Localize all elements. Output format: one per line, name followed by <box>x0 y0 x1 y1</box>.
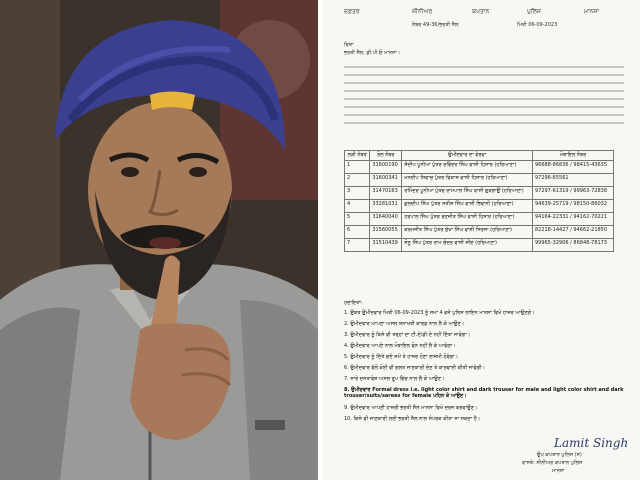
header-left: ਦਫ਼ਤਰ <box>344 8 360 15</box>
table-row <box>345 239 614 252</box>
notes-heading: ਹਦਾਇਤਾਂ: <box>344 300 363 306</box>
cell-mobile: 82218-14427 / 94662-21850 <box>532 226 613 239</box>
note-point: 6. ਉਮੀਦਵਾਰ ਵੱਲੋਂ ਕੋਈ ਵੀ ਗਲਤ ਜਾਣਕਾਰੀ ਦੇਣ ਤੇ ਕਾਰਵਾਈ ਕੀਤੀ ਜਾਵੇਗੀ। <box>344 365 485 371</box>
ref-number: ਨੰਬਰ 49-36/ਭਰਤੀ ਸੈਲ <box>412 22 459 28</box>
cell-sr: 3 <box>345 187 370 200</box>
note-point: 10. ਕਿਸੇ ਵੀ ਜਾਣਕਾਰੀ ਲਈ ਭਰਤੀ ਸੈਲ ਨਾਲ ਸੰਪਰਕ ਕੀਤਾ ਜਾ ਸਕਦਾ ਹੈ। <box>344 416 481 422</box>
politician-photo <box>0 0 318 480</box>
cell-roll: 33281031 <box>370 200 402 213</box>
cell-roll: 31560055 <box>370 226 402 239</box>
cell-name: ਮਨਦੀਪ ਸਿਵਾਚ ਪੁੱਤਰ ਵਿਕਾਸ ਵਾਸੀ ਹਿਸਾਰ (ਹਰਿਆਣਾ) <box>402 174 533 187</box>
cell-name: ਰਮਿੰਦਰ ਪੂਨੀਆ ਪੁੱਤਰ ਰਾਮਪਾਲ ਸਿੰਘ ਵਾਸੀ ਗੁੜਗਾਉਂ (ਹਰਿਆਣਾ) <box>402 187 533 200</box>
cell-mobile: 99965-32906 / 86848-78173 <box>532 239 613 252</box>
signature: Lamit Singh <box>554 436 629 450</box>
cell-sr: 2 <box>345 174 370 187</box>
cell-name: ਕਰਮਜੀਤ ਸਿੰਘ ਪੁੱਤਰ ਸੁੱਖਾ ਸਿੰਘ ਵਾਸੀ ਸਿਰਸਾ (ਹਰਿਆਣਾ) <box>402 226 533 239</box>
note-point: 3. ਉਮੀਦਵਾਰ ਨੂੰ ਕਿਸੇ ਵੀ ਤਰ੍ਹਾਂ ਦਾ ਟੀ.ਏ/ਡੀ.ਏ ਨਹੀਂ ਦਿੱਤਾ ਜਾਵੇਗਾ। <box>344 332 471 338</box>
body-paragraph <box>344 66 624 130</box>
sign-title1: ਉਪ ਕਪਤਾਨ ਪੁਲਿਸ (ਸ) <box>537 452 582 458</box>
cell-sr: 6 <box>345 226 370 239</box>
cell-sr: 1 <box>345 161 370 174</box>
note-point: 5. ਉਮੀਦਵਾਰ ਨੂੰ ਦਿੱਤੇ ਗਏ ਸਮੇਂ ਤੇ ਹਾਜ਼ਰ ਹੋਣਾ ਲਾਜ਼ਮੀ ਹੋਵੇਗਾ। <box>344 354 459 360</box>
cell-mobile: 97296-65561 <box>532 174 613 187</box>
cell-sr: 7 <box>345 239 370 252</box>
cell-name: ਸੰਦੀਪ ਪੂਨੀਆ ਪੁੱਤਰ ਰਵਿੰਦਰ ਸਿੰਘ ਵਾਸੀ ਹਿਸਾਰ (ਹਰਿਆਣਾ) <box>402 161 533 174</box>
note-point: 1. ਉਕਤ ਉਮੀਦਵਾਰ ਮਿਤੀ 06-09-2023 ਨੂੰ ਸਮਾਂ 4 ਵਜੇ ਪੁਲਿਸ ਲਾਇਨ ਮਾਨਸਾ ਵਿਖੇ ਹਾਜ਼ਰ ਆਉਣਗੇ। <box>344 310 535 316</box>
cell-name: ਸੋਨੂ ਸਿੰਘ ਪੁੱਤਰ ਰਾਮ ਚੰਦਰ ਵਾਸੀ ਜੀਂਦ (ਹਰਿਆਣਾ) <box>402 239 533 252</box>
cell-roll: 31600190 <box>370 161 402 174</box>
header-mid3: ਪੁਲਿਸ <box>527 8 541 15</box>
cell-name: ਕੁਲਦੀਪ ਸਿੰਘ ਪੁੱਤਰ ਸਤੀਸ਼ ਸਿੰਘ ਵਾਸੀ ਭਿਵਾਨੀ (ਹਰਿਆਣਾ) <box>402 200 533 213</box>
cell-roll: 31470163 <box>370 187 402 200</box>
note-point-dress-code: 8. ਉਮੀਦਵਾਰ Formal dress i.e. light color shirt and dark trouser for male and light color shirt and dark trouser/suits/sarees for female ਪਹਿਨ ਕੇ ਆਉਣ। <box>344 387 624 399</box>
cell-mobile: 96688-86836 / 98415-43635 <box>532 161 613 174</box>
table-row <box>345 213 614 226</box>
note-point: 9. ਉਮੀਦਵਾਰ ਆਪਣੀ ਹਾਜ਼ਰੀ ਭਰਤੀ ਸੈਲ ਮਾਨਸਾ ਵਿਖੇ ਦਰਜ ਕਰਵਾਉਣ। <box>344 405 478 411</box>
table-header-row <box>345 151 614 161</box>
cell-mobile: 94164-22331 / 94162-70221 <box>532 213 613 226</box>
table-row <box>345 226 614 239</box>
table-row <box>345 200 614 213</box>
table-row <box>345 174 614 187</box>
table-row <box>345 187 614 200</box>
note-point: 4. ਉਮੀਦਵਾਰ ਆਪਣੇ ਨਾਲ ਮੋਬਾਇਲ ਫੋਨ ਨਹੀਂ ਲੈ ਕੇ ਆਵੇਗਾ। <box>344 343 456 349</box>
intro-line: ਭਰਤੀ ਸੈਲ, ਡੀ.ਪੀ.ਓ ਮਾਨਸਾ। <box>344 50 401 56</box>
col-sr: ਲੜੀ ਨੰਬਰ <box>345 151 370 161</box>
col-name: ਉਮੀਦਵਾਰ ਦਾ ਵੇਰਵਾ <box>402 151 533 161</box>
note-point: 2. ਉਮੀਦਵਾਰ ਆਪਣਾ ਅਸਲ ਸ਼ਨਾਖਤੀ ਕਾਰਡ ਨਾਲ ਲੈ ਕੇ ਆਉਣ। <box>344 321 465 327</box>
police-document <box>322 0 640 480</box>
to-line: ਵਿਸ਼ਾ <box>344 42 354 48</box>
sign-title2: ਵਾਸਤੇ: ਸੀਨੀਅਰ ਕਪਤਾਨ ਪੁਲਿਸ <box>522 460 583 466</box>
note-point: 7. ਸਾਰੇ ਦਸਤਾਵੇਜ਼ ਅਸਲ ਰੂਪ ਵਿੱਚ ਨਾਲ ਲੈ ਕੇ ਆਉਣ। <box>344 376 445 382</box>
cell-roll: 31640040 <box>370 213 402 226</box>
sign-title3: ਮਾਨਸਾ <box>552 468 565 474</box>
photo-illustration <box>0 0 318 480</box>
header-right: ਮਾਨਸਾ <box>584 8 600 15</box>
cell-mobile: 97297-61319 / 99963-72838 <box>532 187 613 200</box>
ref-date: ਮਿਤੀ 06-09-2023 <box>517 22 558 28</box>
cell-roll: 31510439 <box>370 239 402 252</box>
cell-mobile: 94639-25719 / 98150-86032 <box>532 200 613 213</box>
cell-sr: 5 <box>345 213 370 226</box>
table-row <box>345 161 614 174</box>
cell-name: ਹਰਪਾਲ ਸਿੰਘ ਪੁੱਤਰ ਰਣਜੀਤ ਸਿੰਘ ਵਾਸੀ ਹਿਸਾਰ (ਹਰਿਆਣਾ) <box>402 213 533 226</box>
candidates-table <box>344 150 614 252</box>
cell-roll: 31600341 <box>370 174 402 187</box>
cell-sr: 4 <box>345 200 370 213</box>
col-mobile: ਮੋਬਾਇਲ ਨੰਬਰ <box>532 151 613 161</box>
col-roll: ਰੋਲ ਨੰਬਰ <box>370 151 402 161</box>
header-mid2: ਕਪਤਾਨ <box>472 8 490 15</box>
header-mid1: ਸੀਨੀਅਰ <box>412 8 433 15</box>
